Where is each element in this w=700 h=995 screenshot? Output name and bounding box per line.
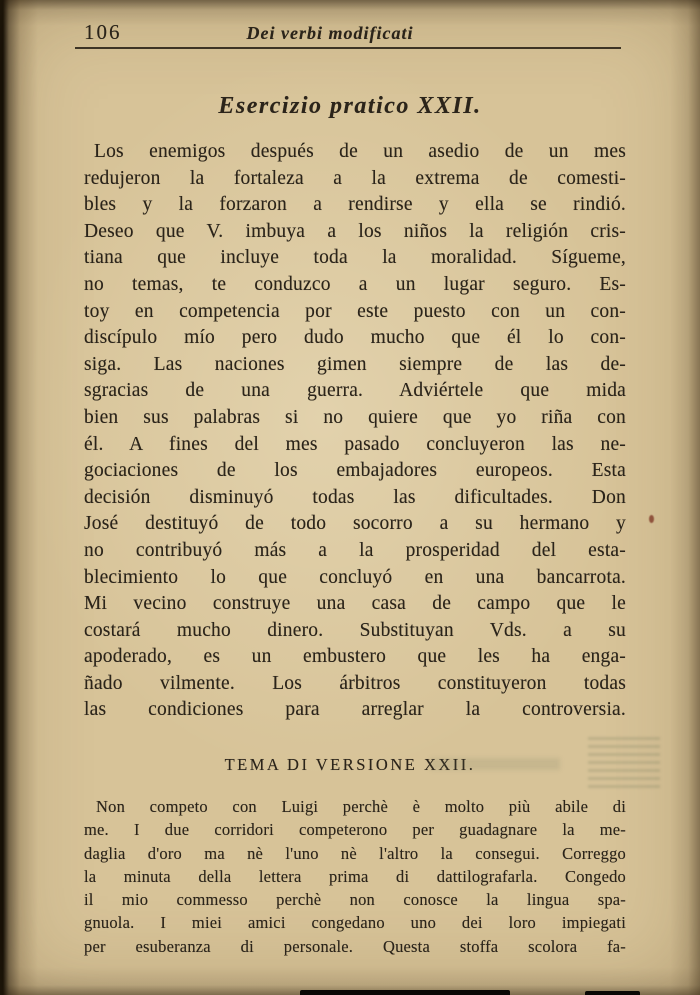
text-line: José destituyó de todo socorro a su hermano y [84, 513, 626, 535]
text-line: daglia d'oro ma nè l'uno nè l'altro la consegui. Correggo [84, 843, 626, 863]
text-line: las condiciones para arreglar la controversia. [84, 699, 626, 721]
text-line: Los enemigos después de un asedio de un mes [94, 141, 626, 162]
text-line: gnuola. I miei amici congedano uno dei loro impiegati [84, 913, 626, 933]
text-line: bien sus palabras si no quiere que yo riña con [84, 406, 626, 428]
text-line: Mi vecino construye una casa de campo que le [84, 593, 626, 615]
tema-text [84, 795, 626, 958]
scan-edge-mark [300, 990, 510, 995]
text-line: gociaciones de los embajadores europeos. Esta [84, 460, 626, 482]
text-line: bles y la forzaron a rendirse y ella se rindió. [84, 194, 626, 216]
scan-speck [649, 515, 654, 523]
text-line: Non competo con Luigi perchè è molto più abile di [96, 797, 626, 816]
exercise-title: Esercizio pratico XXII. [218, 93, 482, 119]
text-line: la minuta della lettera prima di dattilografarla. Congedo [84, 866, 626, 886]
scan-edge-mark [585, 991, 640, 995]
text-line: me. I due corridori competerono per guadagnare la me- [84, 820, 626, 840]
tema-title: TEMA DI VERSIONE XXII. [224, 755, 476, 774]
text-line: no contribuyó más a la prosperidad del esta- [84, 539, 626, 561]
text-line: tiana que incluye toda la moralidad. Sígueme, [84, 247, 626, 269]
text-line: redujeron la fortaleza a la extrema de comesti- [84, 167, 626, 189]
text-line: il mio commesso perchè non conosce la lingua spa- [84, 890, 626, 910]
text-line: ñado vilmente. Los árbitros constituyeron todas [84, 672, 626, 694]
text-line: per esuberanza di personale. Questa stoffa scolora fa- [84, 936, 626, 956]
text-line: costará mucho dinero. Substituyan Vds. a su [84, 619, 626, 641]
header-rule [75, 47, 621, 49]
text-line: Deseo que V. imbuya a los niños la religión cris- [84, 220, 626, 242]
text-line: sgracias de una guerra. Adviértele que mida [84, 380, 626, 402]
exercise-text [84, 139, 626, 724]
text-line: apoderado, es un embustero que les ha enga- [84, 646, 626, 668]
text-line: él. A fines del mes pasado concluyeron las ne- [84, 433, 626, 455]
page-number: 106 [84, 20, 122, 44]
text-line: blecimiento lo que concluyó en una bancarrota. [84, 566, 626, 588]
running-header: Dei verbi modificati [246, 23, 414, 43]
text-line: no temas, te conduzco a un lugar seguro. Es- [84, 273, 626, 295]
text-line: siga. Las naciones gimen siempre de las de- [84, 353, 626, 375]
text-line: decisión disminuyó todas las dificultades. Don [84, 486, 626, 508]
text-line: discípulo mío pero dudo mucho que él lo con- [84, 327, 626, 349]
text-line: toy en competencia por este puesto con un con- [84, 300, 626, 322]
